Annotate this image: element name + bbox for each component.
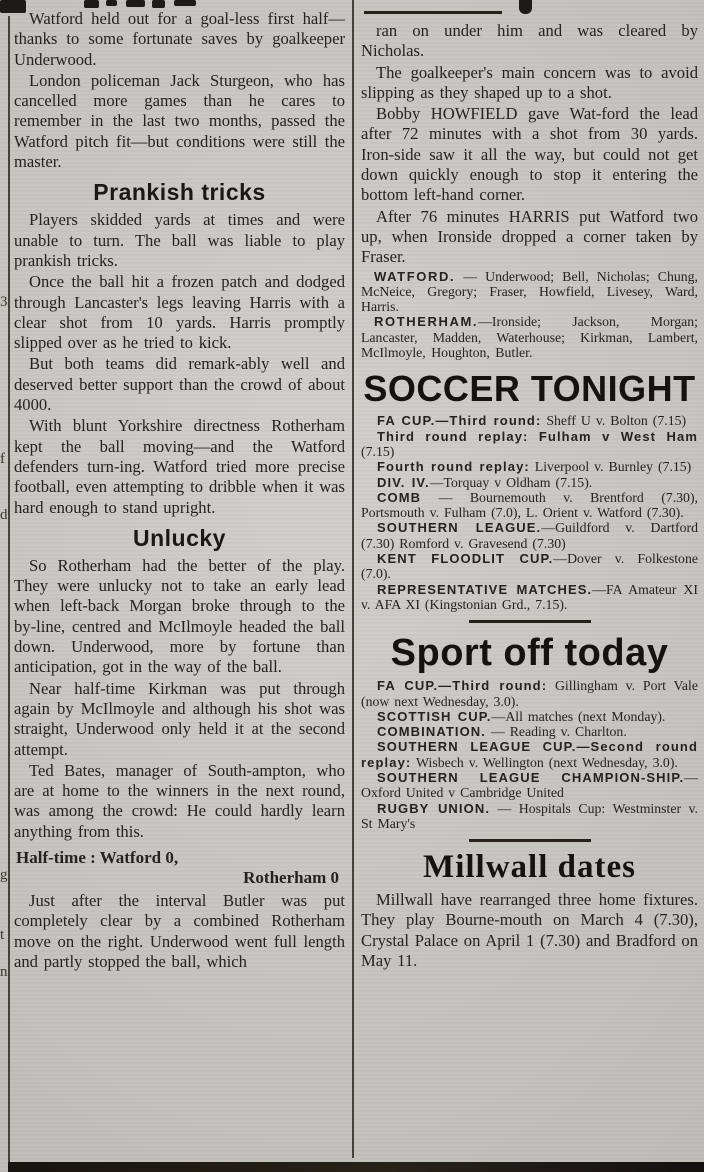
fixture-text: Gillingham v. Port Vale (now next Wednesday, 3.0). xyxy=(361,678,698,709)
fixture-line xyxy=(361,678,698,709)
fixture-text: Liverpool v. Burnley (7.15) xyxy=(529,459,692,475)
article-paragraph: But both teams did remark-ably well and deserved better support than the crowd of about 4000. xyxy=(14,354,345,415)
margin-fragment: d xyxy=(0,508,8,523)
column-divider-rule xyxy=(352,0,354,1158)
fixture-label: RUGBY UNION. xyxy=(377,800,491,816)
article-paragraph: Watford held out for a goal-less first half—thanks to some fortunate saves by goalkeeper Underwood. xyxy=(14,9,345,69)
fixture-label: SOUTHERN LEAGUE. xyxy=(377,520,542,536)
fixture-label: Third round replay: Fulham v West Ham xyxy=(377,428,698,444)
article-paragraph: After 76 minutes HARRIS put Watford two up, when Ironside dropped a corner taken by Fraser. xyxy=(361,206,698,267)
millwall-dates-headline: Millwall dates xyxy=(423,849,636,886)
fixture-text: Wisbech v. Wellington (next Wednesday, 3.0). xyxy=(411,754,678,770)
article-paragraph: ran on under him and was cleared by Nicholas. xyxy=(361,21,698,61)
section-rule xyxy=(364,11,502,14)
article-paragraph: Bobby HOWFIELD gave Wat-ford the lead after 72 minutes with a shot from 30 yards. Iron-side saw it all the way, but could not get down quickly enough to stop it entering the bottom left-hand corner. xyxy=(361,104,698,205)
fixture-label: DIV. IV. xyxy=(377,474,430,490)
article-paragraph: The goalkeeper's main concern was to avoid slipping as they shaped up to a shot. xyxy=(361,62,698,102)
team-name: WATFORD. xyxy=(374,268,456,284)
fixture-text: —FA Amateur XI v. AFA XI (Kingstonian Grd., 7.15). xyxy=(361,581,698,612)
ink-fragment xyxy=(84,0,99,8)
article-paragraph: Near half-time Kirkman was put through again by McIlmoyle and although his shot was straight, Underwood only held it at the second attempt. xyxy=(14,678,345,759)
fixture-line xyxy=(361,551,698,582)
section-rule xyxy=(469,839,591,842)
halftime-score xyxy=(14,848,345,888)
fixture-text: — Reading v. Charlton. xyxy=(486,724,627,740)
article-paragraph: Once the ball hit a frozen patch and dodged through Lancaster's legs leaving Harris with a clear shot from 10 yards. Harris promptly slipped over as he tried to kick. xyxy=(14,272,345,353)
fixture-line xyxy=(361,724,698,739)
fixture-line xyxy=(361,520,698,551)
left-column-rule xyxy=(8,16,10,1162)
lineup-rotherham xyxy=(361,314,698,360)
ink-fragment xyxy=(152,0,165,8)
halftime-score-line1: Half-time : Watford 0, xyxy=(16,847,179,867)
soccer-tonight-headline: SOCCER TONIGHT xyxy=(363,368,696,410)
fixture-label: FA CUP.—Third round: xyxy=(377,413,542,429)
left-article-column xyxy=(14,9,345,973)
margin-fragment: n xyxy=(0,965,8,980)
fixture-label: SCOTTISH CUP. xyxy=(377,708,492,724)
bottom-ink-bar xyxy=(8,1162,704,1172)
fixture-text: (7.15) xyxy=(361,443,395,459)
ink-fragment xyxy=(106,0,117,6)
team-players: Underwood; Bell, Nicholas; Chung, McNeice, Gregory; Fraser, Howfield, Livesey, Ward, Harris. xyxy=(361,268,698,315)
fixture-line xyxy=(361,429,698,460)
fixture-text: —Dover v. Folkestone (7.0). xyxy=(361,551,698,582)
margin-fragment: 3 xyxy=(0,295,8,310)
fixture-text: —Oxford United v Cambridge United xyxy=(361,769,698,801)
fixture-text: —Guildford v. Dartford (7.30) Romford v. Gravesend (7.30) xyxy=(361,520,698,551)
team-separator: — xyxy=(455,268,486,284)
fixture-line xyxy=(361,709,698,724)
fixture-label: KENT FLOODLIT CUP. xyxy=(377,551,554,567)
margin-fragment: f xyxy=(0,452,5,467)
article-paragraph: Players skidded yards at times and were unable to turn. The ball was liable to play prankish tricks. xyxy=(14,210,345,270)
fixture-label: REPRESENTATIVE MATCHES. xyxy=(377,581,593,597)
article-paragraph: Just after the interval Butler was put completely clear by a combined Rotherham move on the right. Underwood went full length and partly stopped the ball, which xyxy=(14,890,345,971)
fixture-text: — Bournemouth v. Brentford (7.30), Portsmouth v. Fulham (7.0), L. Orient v. Watford (7.30). xyxy=(361,489,698,521)
fixture-label: SOUTHERN LEAGUE CHAMPION-SHIP. xyxy=(377,769,685,785)
article-paragraph: Millwall have rearranged three home fixtures. They play Bourne-mouth on March 4 (7.30), Crystal Palace on April 1 (7.30) and Bradford on May 11. xyxy=(361,890,698,971)
team-players: Ironside; Jackson, Morgan; Lancaster, Madden, Waterhouse; Kirkman, Lambert, McIlmoyle, Houghton, Butler. xyxy=(361,314,698,361)
fixture-line xyxy=(361,413,698,428)
ink-fragment xyxy=(126,0,145,7)
ink-fragment xyxy=(174,0,196,6)
fixture-line xyxy=(361,801,698,832)
fixture-line xyxy=(361,582,698,613)
fixture-line xyxy=(361,770,698,801)
fixture-text: —All matches (next Monday). xyxy=(491,708,666,724)
lineup-watford xyxy=(361,269,698,315)
right-article-column xyxy=(361,0,698,971)
fixture-line xyxy=(361,739,698,770)
article-paragraph: London policeman Jack Sturgeon, who has cancelled more games than he cares to remember in the last two months, passed the Watford pitch fit—but conditions were still the master. xyxy=(14,70,345,172)
fixture-line xyxy=(361,475,698,490)
section-heading-unlucky: Unlucky xyxy=(133,524,226,551)
team-name: ROTHERHAM. xyxy=(374,314,479,330)
margin-fragment: g xyxy=(0,868,8,883)
section-heading-prankish-tricks: Prankish tricks xyxy=(93,179,266,206)
article-paragraph: So Rotherham had the better of the play. They were unlucky not to take an early lead when left-back Morgan broke through to the by-line, centred and McIlmoyle headed the ball down. Underwood, more by fortune than anticipation, got in the way of the ball. xyxy=(14,555,345,677)
margin-fragment: t xyxy=(0,928,5,943)
team-lineups xyxy=(361,269,698,361)
sport-off-today-headline: Sport off today xyxy=(390,632,669,675)
fixture-text: Sheff U v. Bolton (7.15) xyxy=(541,413,687,429)
fixture-label: COMBINATION. xyxy=(377,724,487,740)
fixture-label: Fourth round replay: xyxy=(377,459,530,475)
team-separator: — xyxy=(478,314,492,330)
section-rule xyxy=(469,620,591,623)
article-paragraph: With blunt Yorkshire directness Rotherham kept the ball moving—and the Watford defenders turn-ing. Watford tried more precise football, even attempting to dribble when it was hard enough to stand upright. xyxy=(14,416,345,517)
fixture-label: SOUTHERN LEAGUE CUP.—Second round replay: xyxy=(361,739,698,770)
fixture-text: —Torquay v Oldham (7.15). xyxy=(429,474,593,490)
fixture-label: FA CUP.—Third round: xyxy=(377,678,548,694)
fixture-label: COMB xyxy=(377,489,422,505)
halftime-score-line2: Rotherham 0 xyxy=(243,867,339,887)
fixture-line xyxy=(361,459,698,474)
fixture-line xyxy=(361,490,698,521)
article-paragraph: Ted Bates, manager of South-ampton, who are at home to the winners in the next round, was among the crowd: He could hardly learn anything from this. xyxy=(14,760,345,841)
fixture-text: — Hospitals Cup: Westminster v. St Mary's xyxy=(361,800,699,831)
